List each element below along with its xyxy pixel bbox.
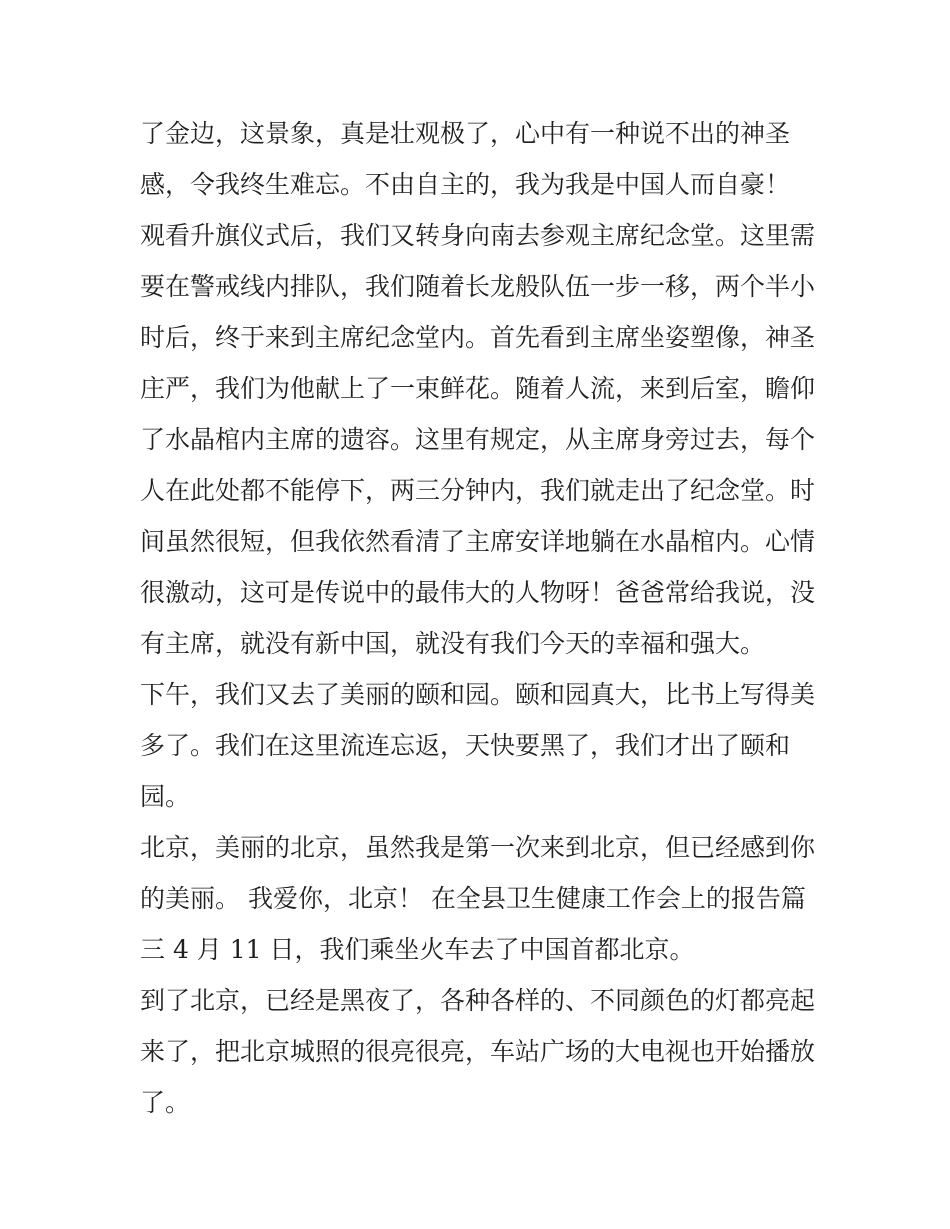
text-line: 多了。我们在这里流连忘返，天快要黑了，我们才出了颐和 <box>140 731 791 760</box>
text-line: 间虽然很短，但我依然看清了主席安详地躺在水晶棺内。心情 <box>140 527 816 556</box>
text-line: 下午，我们又去了美丽的颐和园。颐和园真大，比书上写得美 <box>140 680 816 709</box>
text-line: 了金边，这景象，真是壮观极了，心中有一种说不出的神圣 <box>140 119 791 148</box>
text-line: 了水晶棺内主席的遗容。这里有规定，从主席身旁过去，每个 <box>140 425 816 454</box>
text-line: 到了北京，已经是黑夜了，各种各样的、不同颜色的灯都亮起 <box>140 986 816 1015</box>
text-line: 园。 <box>140 782 191 811</box>
text-line: 观看升旗仪式后，我们又转身向南去参观主席纪念堂。这里需 <box>140 221 816 250</box>
text-line: 感，令我终生难忘。不由自主的，我为我是中国人而自豪！ <box>140 170 791 199</box>
text-line: 有主席，就没有新中国，就没有我们今天的幸福和强大。 <box>140 629 766 658</box>
text-line: 了。 <box>140 1088 191 1117</box>
text-line: 三 4 月 11 日，我们乘坐火车去了中国首都北京。 <box>140 935 695 964</box>
text-line: 庄严，我们为他献上了一束鲜花。随着人流，来到后室，瞻仰 <box>140 374 816 403</box>
text-line: 来了，把北京城照的很亮很亮，车站广场的大电视也开始播放 <box>140 1037 816 1066</box>
document-body <box>140 108 820 1128</box>
text-line: 很激动，这可是传说中的最伟大的人物呀！爸爸常给我说，没 <box>140 578 816 607</box>
text-line: 的美丽。 我爱你，北京！ 在全县卫生健康工作会上的报告篇 <box>140 884 806 913</box>
text-line: 时后，终于来到主席纪念堂内。首先看到主席坐姿塑像，神圣 <box>140 323 816 352</box>
text-line: 要在警戒线内排队，我们随着长龙般队伍一步一移，两个半小 <box>140 272 816 301</box>
text-line: 北京，美丽的北京，虽然我是第一次来到北京，但已经感到你 <box>140 833 816 862</box>
text-line: 人在此处都不能停下，两三分钟内，我们就走出了纪念堂。时 <box>140 476 816 505</box>
